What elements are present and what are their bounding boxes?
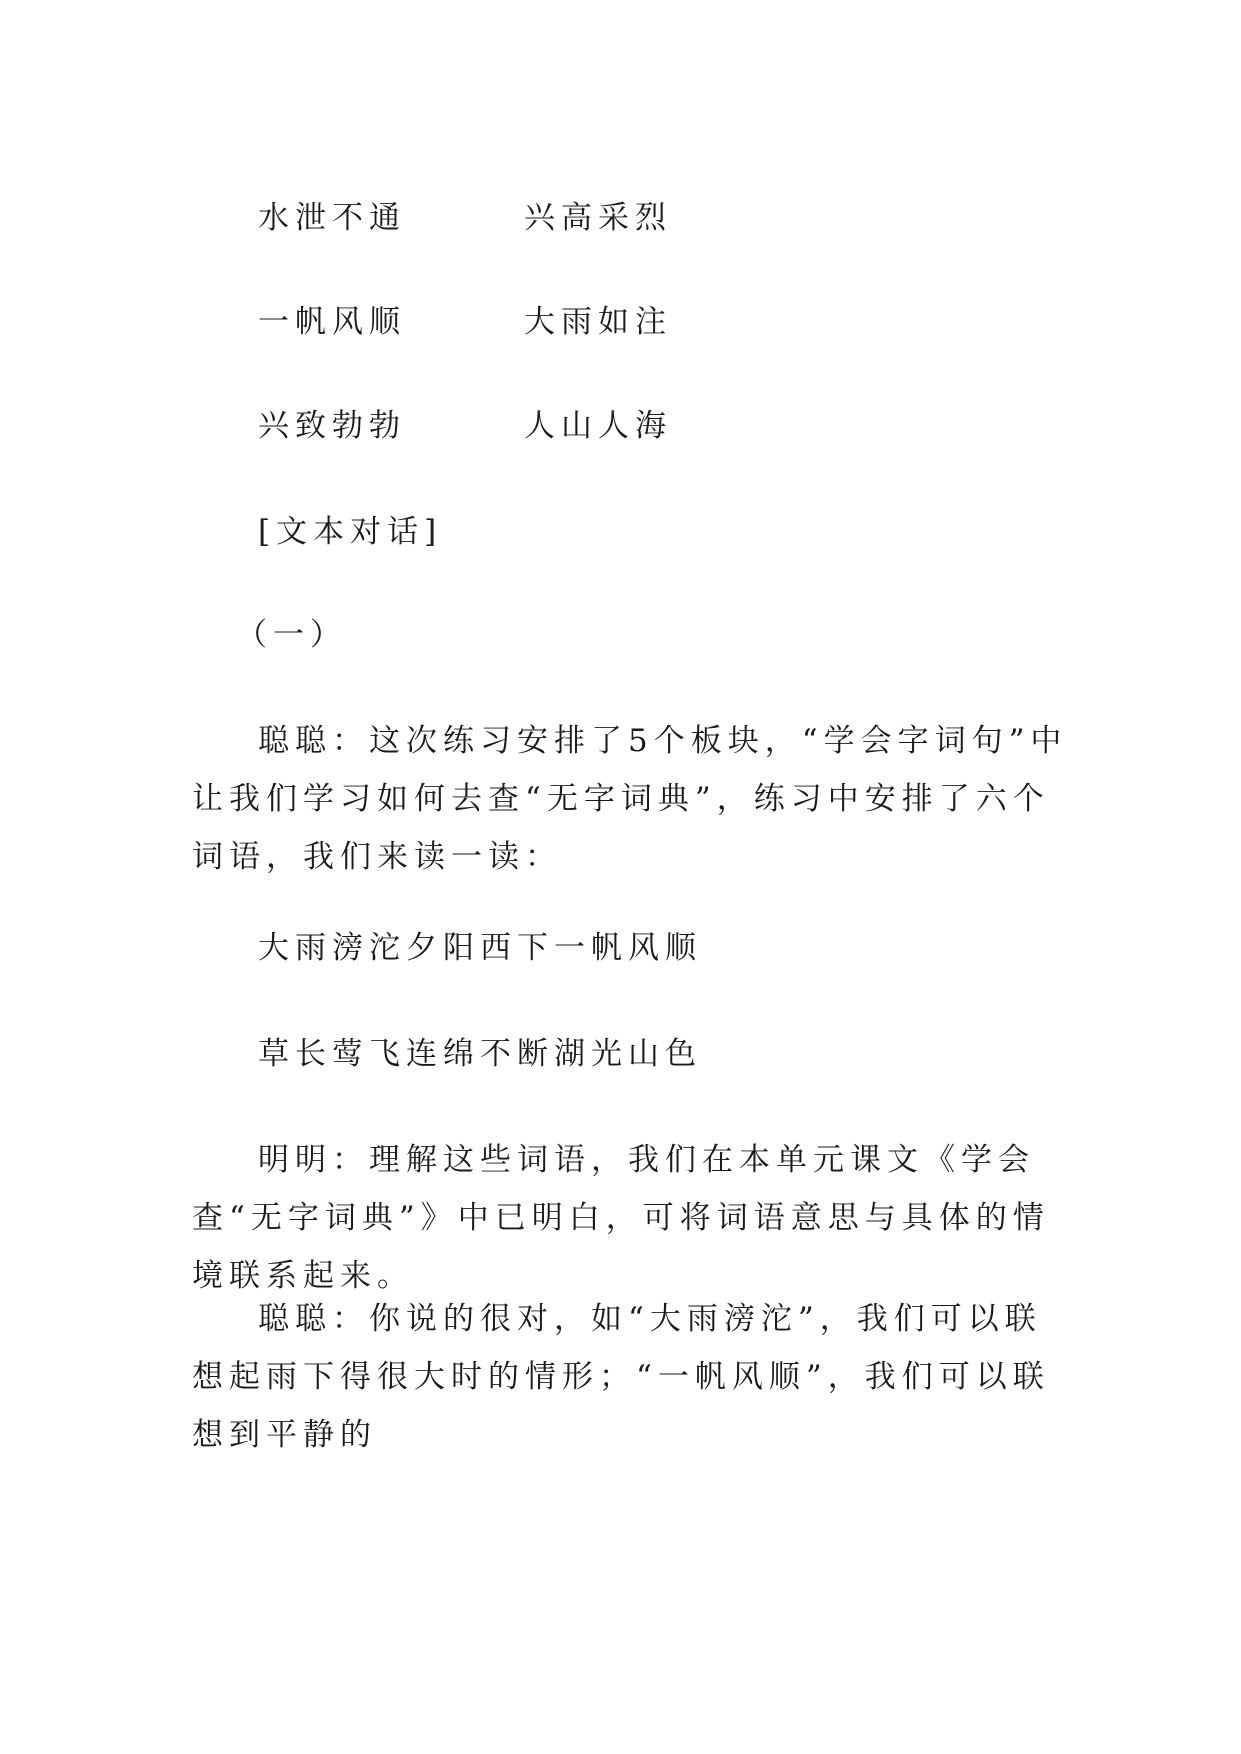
dialogue-paragraph-1: 聪聪：这次练习安排了5个板块，“学会字词句”中让我们学习如何去查“无字词典”，练习中安排了六个词语，我们来读一读： xyxy=(192,723,1068,875)
word-list-line-2: 草长莺飞连绵不断湖光山色 xyxy=(258,1036,702,1072)
idiom-row-2-right: 大雨如注 xyxy=(524,304,672,340)
dialogue-paragraph-3: 聪聪：你说的很对，如“大雨滂沱”，我们可以联想起雨下得很大时的情形；“一帆风顺”，我们可以联想到平静的 xyxy=(192,1301,1050,1453)
word-list-line-1: 大雨滂沱夕阳西下一帆风顺 xyxy=(258,930,702,966)
idiom-row-3-right: 人山人海 xyxy=(524,408,672,444)
idiom-row-3-left: 兴致勃勃 xyxy=(258,408,406,444)
idiom-row-2-left: 一帆风顺 xyxy=(258,304,406,340)
idiom-row-1-right: 兴高采烈 xyxy=(524,200,672,236)
idiom-row-1-left: 水泄不通 xyxy=(258,200,406,236)
subsection-heading: （一） xyxy=(236,617,347,653)
dialogue-paragraph-2: 明明：理解这些词语，我们在本单元课文《学会查“无字词典”》中已明白，可将词语意思与具体的情境联系起来。 xyxy=(192,1142,1050,1294)
section-heading: [文本对话] xyxy=(258,514,443,550)
